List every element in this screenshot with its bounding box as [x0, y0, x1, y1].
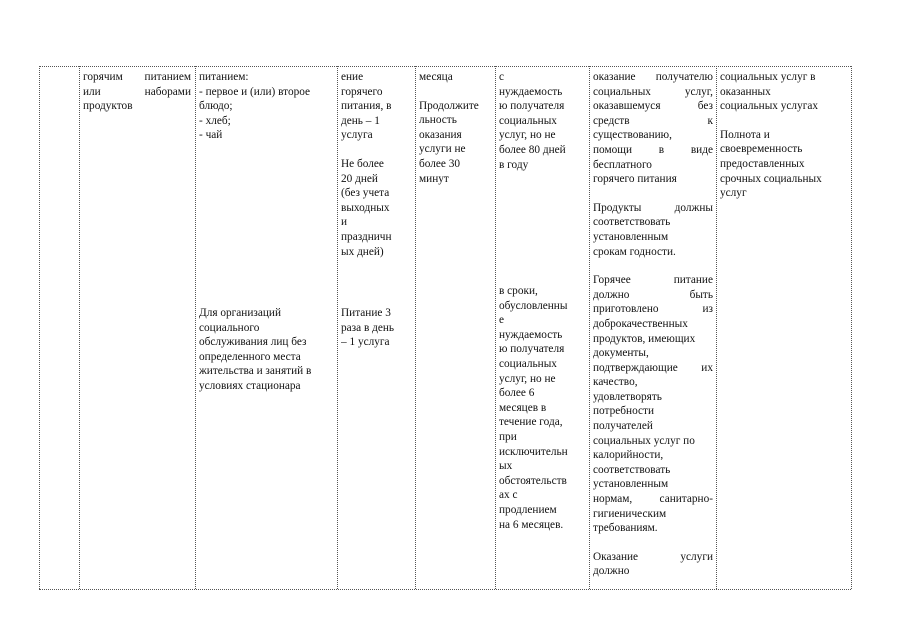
text-line: установленным	[593, 478, 669, 491]
col-border-5	[495, 66, 496, 589]
paragraph-gap	[593, 536, 713, 550]
text-line: исключительн	[499, 445, 568, 458]
text-line: горячего питания	[593, 173, 677, 186]
cell-service-description	[199, 70, 333, 143]
col-border-3	[337, 66, 338, 589]
text-line: жительства и занятий в	[199, 365, 312, 378]
text-line: продлением	[499, 503, 557, 516]
text-line: нуждаемость	[499, 328, 563, 341]
text-line: условиях стационара	[199, 379, 301, 392]
text-line: обстоятельств	[499, 474, 567, 487]
text-line: нуждаемость	[499, 85, 563, 98]
text-line: ах с	[499, 489, 518, 502]
text-line: Горячее питание	[593, 274, 713, 287]
text-line: - чай	[199, 129, 223, 142]
text-line: раза в день	[341, 321, 395, 334]
text-line: социальных услуг,	[593, 85, 713, 98]
text-line: услуг	[720, 187, 747, 200]
text-line: ение	[341, 71, 364, 83]
col-border-4	[415, 66, 416, 589]
text-line: социальных услуг по	[593, 434, 695, 447]
table-top-border	[39, 66, 851, 67]
table-bottom-border	[39, 589, 851, 590]
text-line: требованиям.	[593, 522, 658, 535]
col-border-1	[79, 66, 80, 589]
text-line: должно	[593, 565, 630, 578]
cell-service-duration	[419, 70, 493, 186]
cell-evaluation-criteria	[720, 70, 848, 201]
text-line: оказавшемуся без	[593, 100, 713, 113]
text-line: горячим питанием	[83, 71, 191, 83]
text-line: срокам годности.	[593, 245, 676, 258]
text-line: социальных услуг в	[720, 71, 816, 83]
text-line: 20 дней	[341, 172, 378, 185]
col-border-0	[39, 66, 40, 589]
text-line: социальных	[499, 114, 557, 127]
text-line: качество,	[593, 376, 638, 389]
text-line: приготовлено из	[593, 303, 713, 316]
text-line: более 30	[419, 157, 461, 170]
cell-service-volume	[341, 70, 413, 259]
text-line: е	[499, 314, 505, 327]
text-line: Оказание услуги	[593, 550, 713, 563]
text-line: нормам, санитарно-	[593, 493, 713, 506]
text-line: помощи в виде	[593, 143, 713, 156]
text-line: удовлетворять	[593, 390, 662, 403]
text-line: Продолжите	[419, 99, 479, 112]
text-line: льность	[419, 114, 457, 127]
text-line: услуги не	[419, 143, 466, 156]
text-line: Питание 3	[341, 307, 391, 319]
text-line: течение года,	[499, 416, 563, 429]
text-line: ых дней)	[341, 245, 384, 258]
text-line: своевременность	[720, 143, 803, 156]
text-line: гигиеническим	[593, 507, 667, 520]
text-line: услуг, но не	[499, 129, 556, 142]
text-line: услуг, но не	[499, 372, 556, 385]
text-line: - первое и (или) второе	[199, 85, 311, 98]
text-line: питанием:	[199, 71, 249, 83]
text-line: социальных	[499, 357, 557, 370]
text-line: соответствовать	[593, 216, 671, 229]
cell-service-volume-stationary	[341, 306, 413, 350]
text-line: день – 1	[341, 114, 380, 127]
text-line: на 6 месяцев.	[499, 518, 564, 531]
text-line: питания, в	[341, 100, 392, 113]
text-line: оказания	[419, 128, 462, 141]
text-line: продуктов, имеющих	[593, 332, 696, 345]
text-line: в сроки,	[499, 285, 538, 297]
text-line: - хлеб;	[199, 114, 231, 127]
text-line: или наборами	[83, 85, 191, 98]
text-line: установленным	[593, 230, 669, 243]
paragraph-gap	[593, 259, 713, 273]
text-line: Продукты должны	[593, 201, 713, 214]
text-line: оказание получателю	[593, 71, 713, 83]
text-line: срочных социальных	[720, 172, 822, 185]
text-line: существованию,	[593, 129, 672, 142]
text-line: ых	[499, 460, 513, 473]
col-border-8	[851, 66, 852, 589]
text-line: обусловленны	[499, 299, 568, 312]
text-line: средств к	[593, 114, 713, 127]
text-line: более 80 дней	[499, 143, 566, 156]
text-line: продуктов	[83, 100, 133, 113]
text-line: Полнота и	[720, 128, 770, 141]
text-line: более 6	[499, 387, 535, 400]
text-line: бесплатного	[593, 158, 652, 171]
text-line: соответствовать	[593, 463, 671, 476]
text-line: услуга	[341, 129, 373, 142]
text-line: при	[499, 430, 517, 443]
text-line: документы,	[593, 347, 649, 360]
text-line: с	[499, 71, 505, 83]
text-line: ю получателя	[499, 343, 565, 356]
cell-service-name	[83, 70, 191, 114]
cell-quality-standards	[593, 70, 713, 579]
text-line: потребности	[593, 405, 655, 418]
cell-service-description-stationary	[199, 306, 333, 394]
text-line: определенного места	[199, 350, 301, 363]
paragraph-gap	[593, 187, 713, 201]
text-line: – 1 услуга	[341, 336, 390, 349]
text-line: должно быть	[593, 288, 713, 301]
col-border-7	[716, 66, 717, 589]
text-line: горячего	[341, 85, 383, 98]
text-line: минут	[419, 172, 449, 185]
cell-service-terms	[499, 70, 587, 172]
text-line: блюдо;	[199, 100, 233, 113]
paragraph-gap	[419, 85, 493, 99]
text-line: калорийности,	[593, 449, 664, 462]
text-line: месяцев в	[499, 401, 547, 414]
text-line: праздничн	[341, 230, 392, 243]
col-border-6	[589, 66, 590, 589]
text-line: Для организаций	[199, 307, 282, 319]
text-line: получателей	[593, 420, 653, 433]
text-line: в году	[499, 158, 529, 171]
text-line: социального	[199, 321, 260, 334]
text-line: ю получателя	[499, 100, 565, 113]
text-line: доброкачественных	[593, 317, 688, 330]
paragraph-gap	[341, 143, 413, 157]
text-line: месяца	[419, 71, 453, 83]
cell-service-terms-stationary	[499, 284, 587, 532]
text-line: подтверждающие их	[593, 361, 713, 374]
text-line: оказанных	[720, 85, 771, 98]
text-line: социальных услугах	[720, 100, 819, 113]
paragraph-gap	[720, 114, 848, 128]
col-border-2	[195, 66, 196, 589]
text-line: и	[341, 216, 348, 229]
text-line: обслуживания лиц без	[199, 336, 307, 349]
text-line: выходных	[341, 201, 390, 214]
text-line: предоставленных	[720, 157, 805, 170]
text-line: Не более	[341, 157, 384, 170]
text-line: (без учета	[341, 187, 390, 200]
